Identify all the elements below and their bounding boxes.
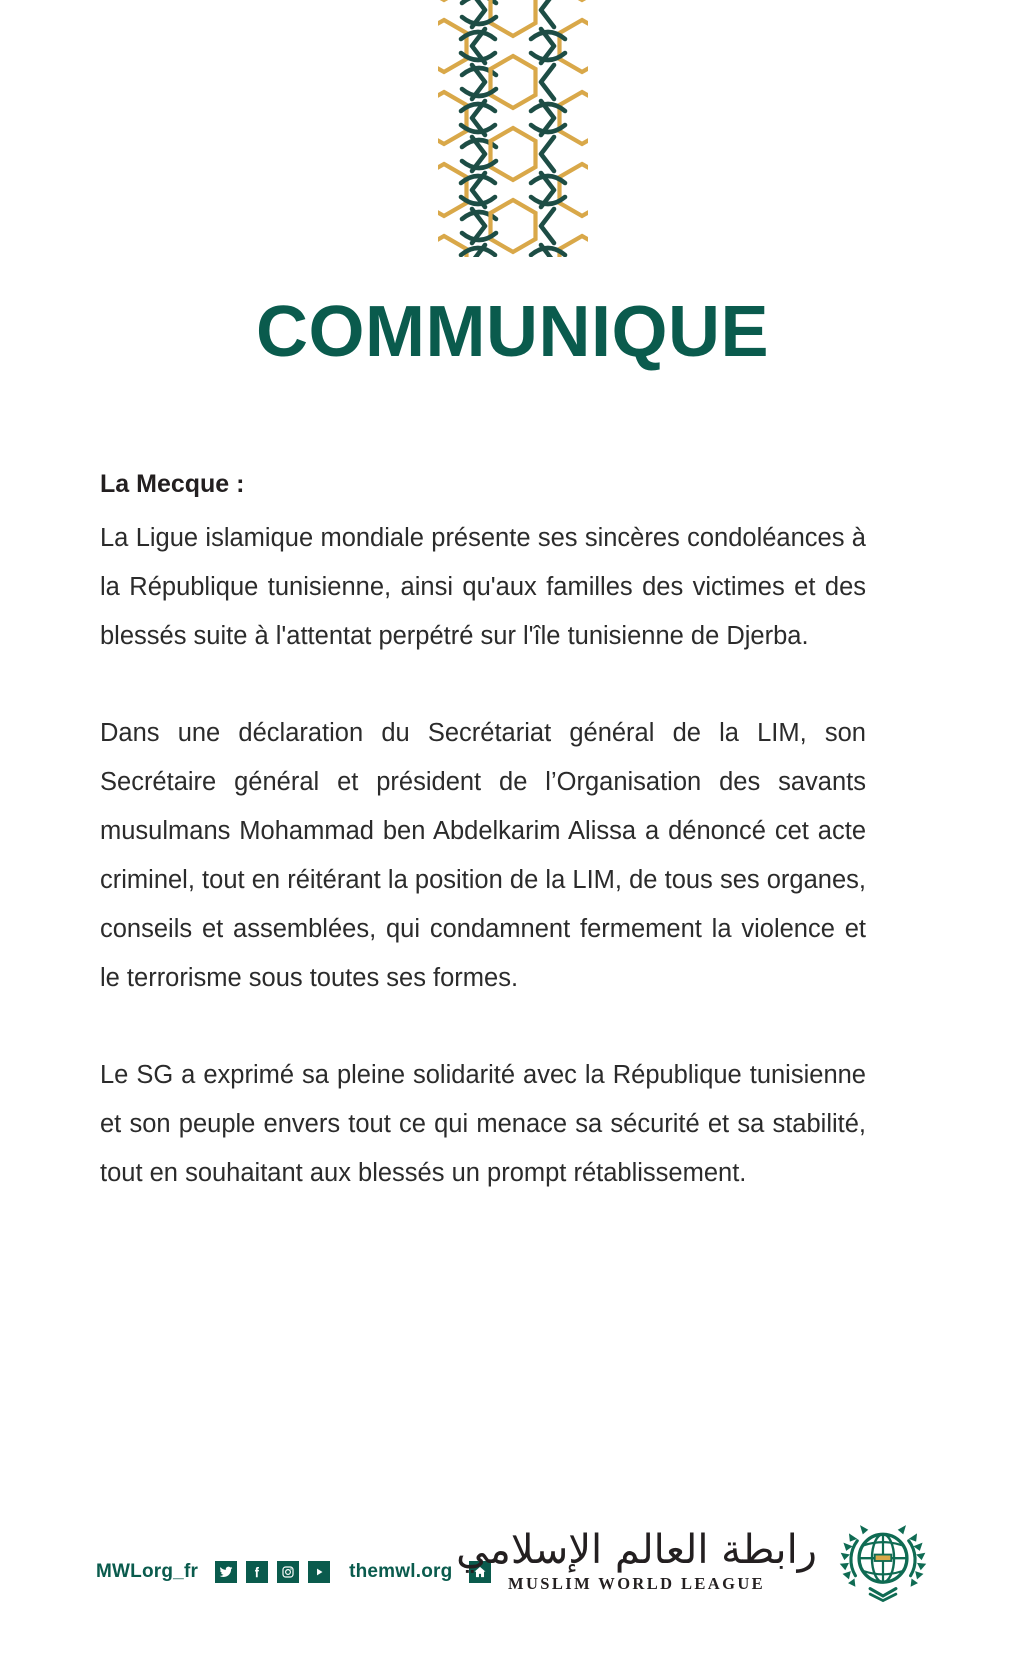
facebook-icon[interactable] bbox=[246, 1561, 268, 1583]
social-links bbox=[96, 1561, 491, 1583]
instagram-icon[interactable] bbox=[277, 1561, 299, 1583]
paragraph-3: Le SG a exprimé sa pleine solidarité avec la République tunisienne et son peuple envers tout ce qui menace sa sécurité et sa stabilité, tout en souhaitant aux blessés un prompt rétablissement. bbox=[100, 1060, 866, 1187]
twitter-glyph bbox=[219, 1565, 233, 1579]
twitter-icon[interactable] bbox=[215, 1561, 237, 1583]
brand-text bbox=[456, 1528, 817, 1594]
brand-name-arabic: رابطة العالم الإسلامي bbox=[456, 1527, 817, 1573]
youtube-icon[interactable] bbox=[308, 1561, 330, 1583]
header-ornament bbox=[438, 0, 588, 257]
website-label: themwl.org bbox=[349, 1561, 453, 1582]
paragraph-2: Dans une déclaration du Secrétariat général de la LIM, son Secrétaire général et président de l’Organisation des savants musulmans Mohammad ben Abdelkarim Alissa a dénoncé cet acte criminel, tout en réitérant la position de la LIM, de tous ses organes, conseils et assemblées, qui condamnent fermement la violence et le terrorisme sous toutes ses formes. bbox=[100, 718, 866, 992]
globe bbox=[859, 1534, 907, 1582]
page-title: COMMUNIQUE bbox=[256, 292, 769, 372]
statement-body bbox=[100, 468, 866, 1198]
mwl-brand-lockup bbox=[456, 1515, 929, 1607]
brand-name-english: MUSLIM WORLD LEAGUE bbox=[508, 1574, 766, 1593]
dateline: La Mecque : bbox=[100, 470, 245, 498]
facebook-glyph bbox=[250, 1565, 264, 1579]
paragraph-1: La Ligue islamique mondiale présente ses sincères condoléances à la République tunisienne, ainsi qu'aux familles des victimes et des blessés suite à l'attentat perpétré sur l'île tunisienne de Djerba. bbox=[100, 523, 866, 650]
footer bbox=[0, 1439, 1025, 1669]
mwl-emblem bbox=[837, 1515, 929, 1607]
mwl-emblem-svg bbox=[837, 1515, 929, 1607]
instagram-glyph bbox=[281, 1565, 295, 1579]
youtube-glyph bbox=[312, 1565, 326, 1579]
islamic-geometric-pattern-svg bbox=[438, 0, 588, 257]
social-handle: MWLorg_fr bbox=[96, 1561, 199, 1582]
